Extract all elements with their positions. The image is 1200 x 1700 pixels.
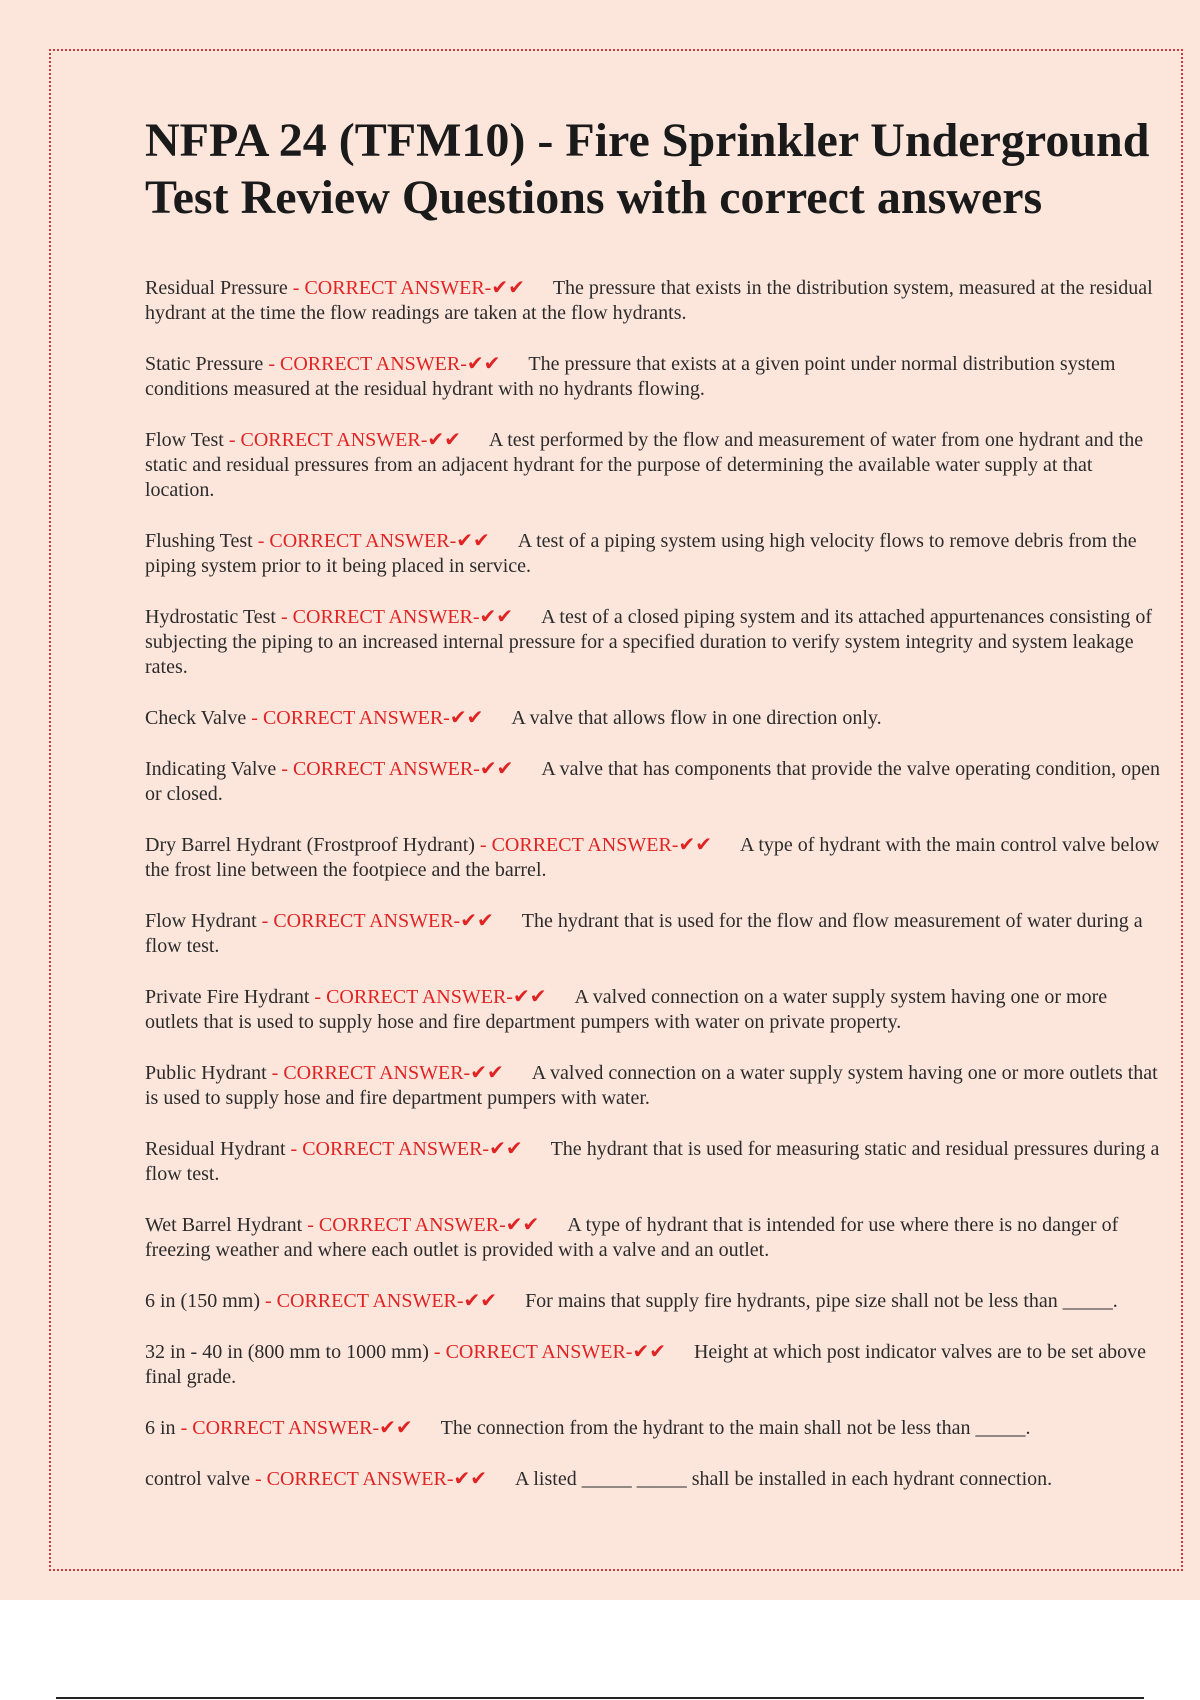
qa-separator: - (285, 1138, 303, 1160)
qa-definition: A test performed by the flow and measurement of water from one hydrant and the static and residual pressures from an adjacent hydrant for the purpose of determining the available water supply at that location. (145, 429, 1144, 501)
qa-definition: A type of hydrant with the main control valve below the frost line between the footpiece and the barrel. (145, 834, 1160, 881)
check-mark-icon: ✔✔ (449, 707, 484, 729)
document-content (145, 112, 1165, 1518)
check-mark-icon: ✔✔ (466, 353, 501, 375)
check-mark-icon: ✔✔ (505, 1214, 540, 1236)
correct-answer-label: CORRECT ANSWER- (318, 1214, 506, 1236)
qa-term: Residual Pressure (145, 277, 288, 299)
check-mark-icon: ✔✔ (512, 986, 547, 1008)
correct-answer-label: CORRECT ANSWER- (262, 707, 450, 729)
qa-term: Static Pressure (145, 353, 264, 375)
qa-definition: A test of a piping system using high velocity flows to remove debris from the piping system prior to it being placed in service. (145, 530, 1137, 577)
correct-answer-label: CORRECT ANSWER- (292, 758, 480, 780)
qa-definition: A listed _____ _____ shall be installed in each hydrant connection. (515, 1468, 1053, 1490)
correct-answer-label: CORRECT ANSWER- (273, 910, 461, 932)
qa-separator: - (266, 1062, 284, 1084)
qa-term: Flushing Test (145, 530, 253, 552)
qa-term: Public Hydrant (145, 1062, 267, 1084)
correct-answer-label: CORRECT ANSWER- (192, 1417, 380, 1439)
qa-item (145, 706, 1165, 731)
qa-term: Wet Barrel Hydrant (145, 1214, 303, 1236)
check-mark-icon: ✔✔ (479, 606, 514, 628)
qa-definition: A valve that allows flow in one direction only. (511, 707, 882, 729)
qa-term: Check Valve (145, 707, 247, 729)
qa-separator: - (223, 429, 241, 451)
qa-separator: - (263, 353, 280, 375)
qa-item (145, 1467, 1165, 1492)
qa-item (145, 529, 1165, 579)
qa-term: 6 in (145, 1417, 176, 1439)
question-list (145, 276, 1165, 1492)
check-mark-icon: ✔✔ (470, 1062, 504, 1084)
check-mark-icon: ✔✔ (489, 1138, 523, 1160)
qa-item (145, 985, 1165, 1035)
qa-term: control valve (145, 1468, 250, 1490)
qa-separator: - (287, 277, 305, 299)
qa-separator: - (276, 758, 293, 780)
qa-item (145, 909, 1165, 959)
qa-item (145, 1340, 1165, 1390)
correct-answer-label: CORRECT ANSWER- (445, 1341, 633, 1363)
check-mark-icon: ✔✔ (678, 834, 712, 856)
check-mark-icon: ✔✔ (460, 910, 494, 932)
check-mark-icon: ✔✔ (427, 429, 461, 451)
qa-item (145, 1061, 1165, 1111)
qa-item (145, 1137, 1165, 1187)
qa-separator: - (260, 1290, 277, 1312)
qa-definition: The hydrant that is used for measuring static and residual pressures during a flow test. (145, 1138, 1160, 1185)
qa-definition: The pressure that exists in the distribution system, measured at the residual hydrant at the time the flow readings are taken at the flow hydrants. (145, 277, 1153, 324)
correct-answer-label: CORRECT ANSWER- (279, 353, 467, 375)
correct-answer-label: CORRECT ANSWER- (292, 606, 480, 628)
check-mark-icon: ✔✔ (491, 277, 525, 299)
qa-definition: A type of hydrant that is intended for use where there is no danger of freezing weather and where each outlet is provided with a valve and an outlet. (145, 1214, 1119, 1261)
qa-definition: The connection from the hydrant to the main shall not be less than _____. (440, 1417, 1031, 1439)
qa-item (145, 1213, 1165, 1263)
correct-answer-label: CORRECT ANSWER- (283, 1062, 471, 1084)
qa-item (145, 1416, 1165, 1441)
qa-separator: - (302, 1214, 319, 1236)
qa-separator: - (252, 530, 270, 552)
qa-term: Hydrostatic Test (145, 606, 276, 628)
qa-definition: The hydrant that is used for the flow and flow measurement of water during a flow test. (145, 910, 1143, 957)
qa-definition: A valve that has components that provide the valve operating condition, open or closed. (145, 758, 1161, 805)
qa-item (145, 276, 1165, 326)
qa-definition: A valved connection on a water supply system having one or more outlets that is used to supply hose and fire department pumpers with water. (145, 1062, 1158, 1109)
qa-term: 6 in (150 mm) (145, 1290, 260, 1312)
qa-separator: - (474, 834, 492, 856)
qa-definition: The pressure that exists at a given point under normal distribution system conditions measured at the residual hydrant with no hydrants flowing. (145, 353, 1116, 400)
correct-answer-label: CORRECT ANSWER- (302, 1138, 490, 1160)
qa-separator: - (276, 606, 293, 628)
qa-definition: A valved connection on a water supply system having one or more outlets that is used to supply hose and fire department pumpers with water on private property. (145, 986, 1108, 1033)
correct-answer-label: CORRECT ANSWER- (326, 986, 513, 1008)
qa-term: Indicating Valve (145, 758, 277, 780)
correct-answer-label: CORRECT ANSWER- (266, 1468, 454, 1490)
correct-answer-label: CORRECT ANSWER- (276, 1290, 464, 1312)
qa-definition: Height at which post indicator valves are to be set above final grade. (145, 1341, 1147, 1388)
correct-answer-label: CORRECT ANSWER- (491, 834, 679, 856)
qa-separator: - (246, 707, 263, 729)
qa-item (145, 757, 1165, 807)
qa-separator: - (256, 910, 274, 932)
qa-term: Flow Test (145, 429, 224, 451)
correct-answer-label: CORRECT ANSWER- (269, 530, 457, 552)
qa-item (145, 1289, 1165, 1314)
footer-rule (56, 1697, 1144, 1699)
qa-definition: A test of a closed piping system and its attached appurtenances consisting of subjecting the piping to an increased internal pressure for a specified duration to verify system integrity and system leakage rates. (145, 606, 1153, 678)
qa-term: 32 in - 40 in (800 mm to 1000 mm) (145, 1341, 429, 1363)
correct-answer-label: CORRECT ANSWER- (304, 277, 492, 299)
check-mark-icon: ✔✔ (453, 1468, 488, 1490)
check-mark-icon: ✔✔ (479, 758, 514, 780)
qa-item (145, 605, 1165, 680)
check-mark-icon: ✔✔ (632, 1341, 666, 1363)
qa-separator: - (175, 1417, 193, 1439)
qa-item (145, 428, 1165, 503)
document-title: NFPA 24 (TFM10) - Fire Sprinkler Underground Test Review Questions with correct answers (145, 114, 1150, 224)
qa-term: Flow Hydrant (145, 910, 257, 932)
qa-term: Private Fire Hydrant (145, 986, 310, 1008)
check-mark-icon: ✔✔ (379, 1417, 413, 1439)
check-mark-icon: ✔✔ (456, 530, 490, 552)
qa-separator: - (249, 1468, 267, 1490)
qa-item (145, 833, 1165, 883)
qa-term: Dry Barrel Hydrant (Frostproof Hydrant) (145, 834, 475, 856)
qa-separator: - (309, 986, 327, 1008)
qa-item (145, 352, 1165, 402)
qa-separator: - (428, 1341, 446, 1363)
qa-definition: For mains that supply fire hydrants, pipe size shall not be less than _____. (525, 1290, 1118, 1312)
check-mark-icon: ✔✔ (463, 1290, 498, 1312)
correct-answer-label: CORRECT ANSWER- (240, 429, 428, 451)
qa-term: Residual Hydrant (145, 1138, 286, 1160)
